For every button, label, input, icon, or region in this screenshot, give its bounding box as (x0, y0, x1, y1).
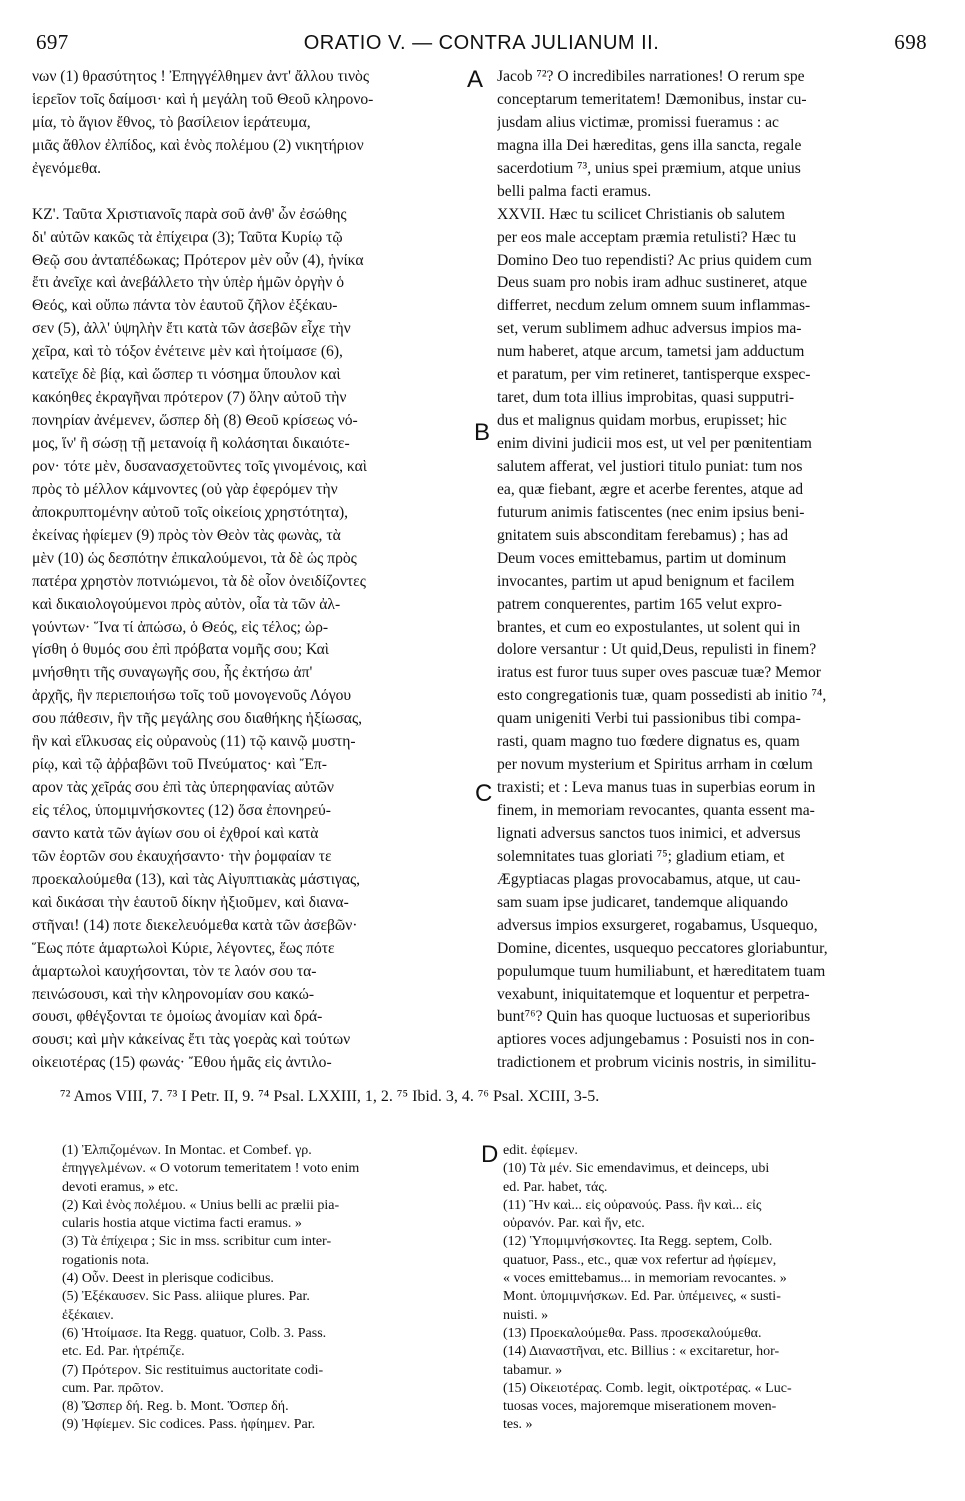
latin-text-line: XXVII. Hæc tu scilicet Christianis ob salutem (497, 205, 786, 223)
latin-text-line: per novum mysterium et Spiritus arrham in cœlum (497, 756, 813, 774)
greek-text-line: ἣν καὶ εἵλκυσας εἰς οὐρανοὺς (11) τῷ καινῷ μυστη- (32, 733, 356, 751)
margin-marker-a: A (467, 66, 484, 93)
latin-text-line: Jacob ⁷²? O incredibiles narrationes! O rerum spe (497, 68, 805, 85)
footnote-line: (14) Διαναστῆναι, etc. Billius : « excitaretur, hor- (503, 1344, 780, 1360)
greek-text-line: χεῖρα, καὶ τὸ τόξον ἐνέτεινε μὲν καὶ ἡτοίμασε (6), (32, 343, 343, 361)
latin-text-line: sacerdotium ⁷³, unius spei præmium, atque unius (497, 159, 801, 177)
greek-text-line: ἔτι ἀνεῖχε καὶ ἀνεβάλλετο τὴν ὑπὲρ ἡμῶν ὀργὴν ὁ (32, 274, 345, 292)
latin-text-line: Domine, dicentes, usquequo peccatores gloriabuntur, (497, 939, 828, 957)
footnote-line: (11) Ἣν καὶ... εἰς οὐρανούς. Pass. ἣν καὶ... εἰς (503, 1197, 762, 1213)
latin-text-line: futurum animis fatiscentes (nec enim ipsius beni- (497, 503, 805, 521)
greek-text-line: πονηρίαν ἀνέμενεν, ὥσπερ δὴ (8) Θεοῦ κρίσεως νό- (32, 412, 358, 430)
latin-text-line: populumque tuum humiliabunt, et hæreditatem tuam (497, 962, 826, 980)
greek-text-line (32, 181, 476, 204)
footnote-line: tuosas voces, majoremque miserationem moven- (503, 1399, 777, 1415)
latin-text-line: iratus est furor tuus super oves pascuæ tuæ? Memor (497, 664, 821, 682)
greek-text-line: σεν (5), ἀλλ' ὑψηλὴν ἔτι κατὰ τῶν ἀσεβῶν εἶχε τὴν (32, 320, 351, 338)
latin-text-line: solemnitates tuas gloriati ⁷⁵; gladium etiam, et (497, 847, 785, 865)
footnote-line: tabamur. » (503, 1362, 563, 1378)
greek-text-line: εἰς τέλος, ὑπομιμνήσκοντες (12) ὅσα ἐπονηρεύ- (32, 802, 331, 819)
greek-text-line: ἀρχῆς, ἣν περιεποιήσω τοῖς τοῦ μονογενοῦς Λόγου (32, 687, 352, 705)
footnote-line: (5) Ἐξέκαυσεν. Sic Pass. aliique plures. Par. (62, 1289, 310, 1305)
greek-text-line: ἐκείνας ἠφίεμεν (9) πρὸς τὸν Θεὸν τὰς φωνὰς, τὰ (32, 526, 341, 544)
footnote-line: ἐπηγγελμένων. « O votorum temeritatem ! voto enim (62, 1161, 360, 1177)
greek-text-line: γούντων· Ἵνα τί ἀπώσω, ὁ Θεός, εἰς τέλος; ὠρ- (32, 618, 329, 636)
greek-text-line: καὶ δικάσαι τὴν ἑαυτοῦ δίκην ἠξιοῦμεν, καὶ διανα- (32, 893, 349, 911)
footnotes-right-column (503, 1142, 935, 1435)
latin-text-line: dus et malignus quidam morbus, erupisset; hic (497, 412, 787, 430)
greek-text-line: οἰκειοτέρας (15) φωνάς· Ἔθου ἡμᾶς εἰς ἀντιλο- (32, 1054, 332, 1072)
greek-text-line: πρὸς τὸ μέλλον κάμνοντες (οὐ γὰρ ἐφερόμεν τὴν (32, 480, 338, 498)
latin-text-line: Ægyptiacas plagas provocabamus, atque, ut cau- (497, 870, 801, 888)
footnote-line: (8) Ὥσπερ δή. Reg. b. Mont. Ὅσπερ δή. (62, 1399, 289, 1415)
greek-text-line: κατεῖχε δὲ βίᾳ, καὶ ὥσπερ τι νόσημα ὕπουλον καὶ (32, 366, 341, 384)
footnote-line: (1) Ἐλπιζομένων. In Montac. et Combef. γρ. (62, 1143, 312, 1158)
latin-text-line: gnitatem suis absconditam ferebamus) ; has ad (497, 526, 789, 544)
footnote-line: cularis hostia atque victima facti eramus. » (62, 1216, 302, 1232)
footnote-line: οὐρανόν. Par. καὶ ἥν, etc. (503, 1216, 645, 1232)
latin-text-line: lignati adversus sanctos tuos inimici, et adversus (497, 824, 801, 842)
greek-text-line: πεινώσουσι, καὶ τὴν κληρονομίαν σου κακώ- (32, 985, 315, 1003)
footnote-line: etc. Ed. Par. ἡτρέπιζε. (62, 1344, 185, 1360)
latin-text-line: ea, quæ fiebant, ægre et acerbe ferentes, atque ad (497, 480, 804, 498)
greek-text-line: δι' αὐτῶν κακῶς τὰ ἐπίχειρα (3); Ταῦτα Κυρίῳ τῷ (32, 228, 343, 246)
footnote-line: (12) Ὑπομιμνήσκοντες. Ita Regg. septem, Colb. (503, 1234, 773, 1250)
footnote-line: (9) Ἠφίεμεν. Sic codices. Pass. ἠφίημεν. Par. (62, 1417, 316, 1433)
footnote-line: (7) Πρότερον. Sic restituimus auctoritate codi- (62, 1362, 324, 1378)
greek-text-line: κακόηθες ἐκραγῆναι πρότερον (7) ὅλην αὐτοῦ τὴν (32, 389, 347, 407)
greek-text-line: Ἕως πότε ἁμαρτωλοὶ Κύριε, λέγοντες, ἕως πότε (32, 939, 335, 957)
greek-text-line: ἐγενόμεθα. (32, 159, 102, 177)
footnote-line: (6) Ἡτοίμασε. Ita Regg. quatuor, Colb. 3. Pass. (62, 1325, 327, 1341)
margin-marker-b: B (474, 419, 491, 446)
footnote-line: ed. Par. habet, τάς. (503, 1179, 608, 1195)
scripture-references: ⁷² Amos VIII, 7. ⁷³ I Petr. II, 9. ⁷⁴ Psal. LXXIII, 1, 2. ⁷⁵ Ibid. 3, 4. ⁷⁶ Psal. XCIII, 3-5. (60, 1088, 600, 1105)
footnote-line: (15) Οἰκειοτέρας. Comb. legit, οἰκτροτέρας. « Luc- (503, 1380, 792, 1396)
footnote-line: Mont. ὑπομιμνήσκων. Ed. Par. ὑπέμεινες, « susti- (503, 1289, 781, 1305)
latin-text-line: per eos male acceptam præmia retulisti? Hæc tu (497, 228, 797, 246)
footnote-line: (4) Οὖν. Deest in plerisque codicibus. (62, 1271, 274, 1287)
running-header (36, 30, 927, 58)
latin-text-line: Deum voces emittebamus, partim ut dominum (497, 549, 787, 567)
footnote-line: « voces emittebamus... in memoriam revocantes. » (503, 1271, 787, 1287)
latin-text-line: quam unigeniti Verbi tui passionibus tibi compa- (497, 710, 801, 728)
latin-text-line: sam suam ipse judicaret, tandemque aliquando (497, 893, 788, 911)
footnote-line: edit. ἐφίεμεν. (503, 1143, 578, 1158)
footnote-line: (2) Καὶ ἑνὸς πολέμου. « Unius belli ac prælii pia- (62, 1197, 340, 1213)
greek-text-line: σου πάθεσιν, ἣν τῆς μεγάλης σου διαθήκης ἠξίωσας, (32, 710, 363, 728)
margin-marker-c: C (475, 780, 493, 807)
greek-text-line: γίσθη ὁ θυμός σου ἐπὶ πρόβατα νομῆς σου; Καὶ (32, 641, 329, 659)
latin-text-line: tradictionem et probrum vicinis nostris, in similitu- (497, 1054, 817, 1072)
latin-text-line: magna illa Dei hæreditas, gens illa sancta, regale (497, 136, 802, 154)
footnotes-left-column (62, 1142, 482, 1435)
greek-text-line: μία, τὸ ἅγιον ἔθνος, τὸ βασίλειον ἱεράτευμα, (32, 113, 311, 131)
latin-text-line: jusdam alius victimæ, promissi fueramus : ac (497, 113, 779, 131)
greek-text-line: αρον τὰς χεῖράς σου ἐπὶ τὰς ὑπερηφανίας αὐτῶν (32, 779, 334, 797)
latin-text-line: bunt⁷⁶? Quin has quoque luctuosas et superioribus (497, 1008, 811, 1026)
greek-text-line: ρον· τότε μὲν, δυσανασχετοῦντες τοῖς γινομένοις, καὶ (32, 457, 367, 475)
greek-text-line: πατέρα χρηστὸν ποτνιώμενοι, τὰ δὲ οἷον ὀνειδίζοντες (32, 572, 366, 590)
footnote-line: (3) Τὰ ἐπίχειρα ; Sic in mss. scribitur cum inter- (62, 1234, 332, 1250)
greek-text-line: Θεῷ σου ἀνταπέδωκας; Πρότερον μὲν οὖν (4), ἡνίκα (32, 251, 364, 269)
greek-text-line: προεκαλούμεθα (13), καὶ τὰς Αἰγυπτιακὰς μάστιγας, (32, 870, 361, 888)
greek-text-line: Θεός, καὶ οὔπω πάντα τὸν ἑαυτοῦ ζῆλον ἐξέκαυ- (32, 297, 338, 315)
greek-text-line: ἱερεῖον τοῖς δαίμοσι· καὶ ἡ μεγάλη τοῦ Θεοῦ κληρονο- (32, 90, 374, 108)
greek-text-line: μιᾶς ἄθλον ἐλπίδος, καὶ ἑνὸς πολέμου (2) νικητήριον (32, 136, 364, 154)
latin-text-line: belli palma facti eramus. (497, 182, 652, 200)
greek-text-line: καὶ δικαιολογούμενοι πρὸς αὐτὸν, οἷα τὰ τῶν ἀλ- (32, 595, 341, 613)
footnote-line: (10) Τὰ μέν. Sic emendavimus, et deinceps, ubi (503, 1161, 770, 1177)
running-title: ORATIO V. — CONTRA JULIANUM II. (303, 32, 660, 54)
latin-text-line: dolore versantur : Ut quid,Deus, repulisti in finem? (497, 641, 817, 659)
greek-text-line: τῶν ἑορτῶν σου ἐκαυχήσαντο· τὴν ῥομφαίαν τε (32, 847, 332, 865)
greek-text-line: ΚΖ'. Ταῦτα Χριστιανοῖς παρὰ σοῦ ἀνθ' ὧν ἐσώθης (32, 205, 347, 223)
greek-text-line: ἁμαρτωλοὶ καυχήσονται, τὸν τε λαόν σου τα- (32, 962, 317, 980)
latin-text-line: adversus impios exsurgeret, rogabamus, Usquequo, (497, 916, 818, 934)
latin-text-line: set, verum sublimem adhuc adversus impios ma- (497, 320, 802, 338)
page-number-right: 698 (894, 30, 927, 54)
footnote-line: tes. » (503, 1417, 533, 1433)
greek-text-line: σαντο κατὰ τῶν ἁγίων σου οἱ ἐχθροί καὶ κατὰ (32, 824, 319, 842)
footnote-line: nuisti. » (503, 1307, 549, 1323)
greek-text-line: στῆναι! (14) ποτε διεκελευόμεθα κατὰ τῶν ἀσεβῶν· (32, 916, 358, 934)
latin-text-line: salutem afferat, vel justiori titulo puniat: tum nos (497, 457, 803, 475)
greek-text-column (32, 66, 476, 1075)
latin-text-line: vexabunt, iniquitatemque et loquentur et perpetra- (497, 985, 810, 1003)
latin-text-line: differret, necdum zelum omnem suum inflammas- (497, 297, 811, 315)
greek-text-line: ἀποκρυπτομένην αὐτοῦ τοῖς οἰκείοις χρηστότητα), (32, 503, 349, 521)
greek-text-line: ρίῳ, καὶ τῷ ἀῤῥαβῶνι τοῦ Πνεύματος· καὶ Ἔπ- (32, 756, 327, 774)
greek-text-line: μνήσθητι τῆς συναγωγῆς σου, ἧς ἐκτήσω ἀπ' (32, 664, 313, 682)
greek-text-line: μὲν (10) ὡς δεσπότην ἐπικαλούμενοι, τὰ δὲ ὡς πρὸς (32, 549, 357, 567)
latin-text-line: conceptarum temeritatem! Dæmonibus, instar cu- (497, 90, 807, 108)
latin-text-line: enim divini judicii mos est, ut vel per pœnitentiam (497, 435, 812, 452)
latin-text-line: invocantes, partim ut apud benignum et facilem (497, 572, 795, 590)
latin-text-line: patrem conquerentes, partim 165 velut expro- (497, 595, 782, 613)
page-number-left: 697 (36, 30, 69, 54)
footnote-line: ἐξέκαιεν. (62, 1307, 114, 1323)
latin-text-line: aptiores voces adjungebamus : Posuisti nos in con- (497, 1031, 815, 1049)
latin-text-line: brantes, et cum eo expostulantes, ut solent qui in (497, 618, 801, 636)
greek-text-line: σουσι, φθέγξονται τε ὁμοίως ἀνομίαν καὶ δρά- (32, 1008, 323, 1026)
footnote-line: devoti eramus, » etc. (62, 1179, 179, 1195)
greek-text-line: νων (1) θρασύτητος ! Ἐπηγγέλθημεν ἀντ' ἄλλου τινὸς (32, 68, 369, 85)
latin-text-line: esto congregationis tuæ, quam possedisti ab initio ⁷⁴, (497, 687, 827, 705)
latin-text-line: finem, in memoriam revocantes, quanta essent ma- (497, 802, 815, 819)
latin-text-line: et paratum, per vim retineret, tantisperque exspec- (497, 366, 811, 384)
latin-text-line: Deus suam pro nobis iram adhuc sustineret, atque (497, 274, 808, 292)
footnote-line: cum. Par. πρῶτον. (62, 1380, 164, 1396)
latin-text-line: traxisti; et : Leva manus tuas in superbias eorum in (497, 779, 816, 797)
latin-text-line: Domino Deo tuo rependisti? Ac prius quidem cum (497, 251, 812, 269)
footnote-line: rogationis nota. (62, 1252, 150, 1268)
footnote-line: quatuor, Pass., etc., quæ vox refertur ad ἠφίεμεν, (503, 1252, 777, 1268)
latin-text-line: num haberet, atque arcum, tametsi jam adductum (497, 343, 805, 361)
margin-marker-d: D (481, 1141, 499, 1168)
latin-text-line: rasti, quam magno tuo fœdere dignatus es, quam (497, 733, 800, 751)
footnote-line: (13) Προεκαλούμεθα. Pass. προσεκαλούμεθα. (503, 1325, 762, 1341)
latin-text-line: taret, dum tota illius improbitas, quasi supputri- (497, 389, 795, 407)
greek-text-line: σουσι; καὶ μὴν κἀκείνας ἔτι τὰς γοερὰς καὶ τούτων (32, 1031, 351, 1049)
latin-text-column (497, 66, 935, 1075)
greek-text-line: μος, ἵν' ἢ σώσῃ τῇ μετανοίᾳ ἢ κολάσηται δικαιότε- (32, 435, 350, 452)
